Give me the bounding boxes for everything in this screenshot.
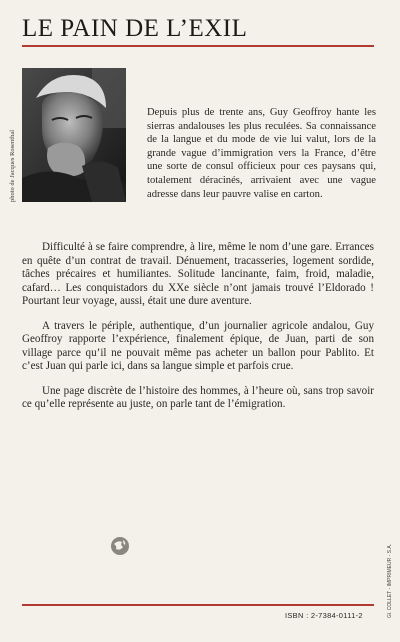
blurb-body [22, 241, 374, 423]
isbn-number: ISBN : 2-7384-0111-2 [285, 611, 363, 620]
printer-note-wrapper [386, 538, 394, 618]
printer-note: Gl. COLLET - IMPRIMEUR - S.A. [387, 543, 393, 618]
book-title: LE PAIN DE L’EXIL [22, 15, 248, 42]
blurb-paragraph: Une page discrète de l’histoire des hommes, à l’heure où, sans trop savoir ce qu’elle représente au juste, on parle tant de l’émigration. [22, 384, 374, 410]
blurb-paragraph: Difficulté à se faire comprendre, à lire, même le nom d’une gare. Errances en quête d’un contrat de travail. Dénuement, tracasseries, logement sordide, tâches précaires et humiliantes. Solitude lancinante, faim, froid, maladie, cafard… Les conquistadors du XXe siècle n’ont jamais trouvé l’Eldorado ! Pourtant leur voyage, aussi, était une dure aventure. [22, 241, 374, 307]
author-portrait-image [22, 68, 126, 202]
bottom-divider [22, 604, 374, 606]
top-divider [22, 45, 374, 47]
publisher-globe-icon [110, 536, 130, 556]
author-intro-text: Depuis plus de trente ans, Guy Geoffroy hante les sierras andalouses les plus reculées. Sa connaissance de la langue et du mode de vie lui valut, lors de la grande vague d’immigration vers la France, d’être une sorte de consul officieux pour ces paysans qui, totalement déracinés, arrivaient avec une vague adresse dans leur pauvre valise en carton. [147, 107, 376, 200]
photo-credit: photo de Jacques Rosenthal [9, 129, 16, 202]
author-photo [22, 68, 126, 202]
blurb-paragraph: A travers le périple, authentique, d’un journalier agricole andalou, Guy Geoffroy rapporte l’expérience, finalement épique, de Juan, parti de son village parce qu’il ne pouvait même pas acheter un ballon pour Pablito. Et c’est Juan qui parle ici, dans sa langue simple et parfois crue. [22, 319, 374, 372]
photo-credit-wrapper [7, 72, 17, 202]
